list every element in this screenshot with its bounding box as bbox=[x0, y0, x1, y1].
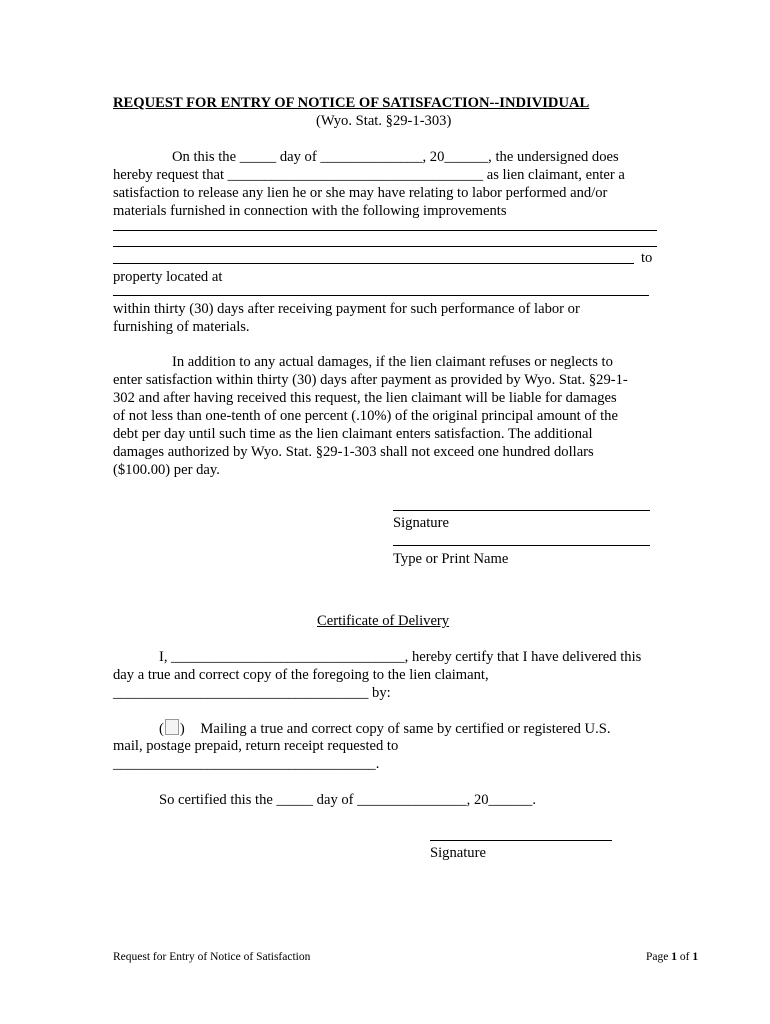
damages-line-4: of not less than one-tenth of one percent (.10%) of the original principal amount of the bbox=[113, 408, 618, 424]
within-line-2: furnishing of materials. bbox=[113, 319, 250, 335]
damages-line-1: In addition to any actual damages, if the lien claimant refuses or neglects to bbox=[172, 354, 613, 370]
so-certified-line: So certified this the _____ day of _______________, 20______. bbox=[159, 792, 536, 808]
page-of: of bbox=[679, 951, 690, 963]
print-name-line bbox=[393, 545, 650, 546]
property-located-label: property located at bbox=[113, 269, 223, 285]
request-line-3: satisfaction to release any lien he or she may have relating to labor performed and/or bbox=[113, 185, 608, 201]
request-line-2: hereby request that ___________________________________ as lien claimant, enter a bbox=[113, 167, 625, 183]
to-word: to bbox=[641, 250, 653, 266]
request-line-1: On this the _____ day of ______________, 20______, the undersigned does bbox=[172, 149, 619, 165]
property-blank bbox=[113, 295, 649, 296]
page-current: 1 bbox=[671, 951, 677, 963]
within-line-1: within thirty (30) days after receiving payment for such performance of labor or bbox=[113, 301, 580, 317]
page-number bbox=[646, 948, 698, 966]
mailing-line-3: ____________________________________. bbox=[113, 756, 380, 772]
improvements-blank-3 bbox=[113, 263, 634, 264]
page-total: 1 bbox=[692, 951, 699, 963]
certificate-line-3: ___________________________________ by: bbox=[113, 685, 391, 701]
certificate-signature-line bbox=[430, 840, 612, 841]
certificate-heading: Certificate of Delivery bbox=[317, 613, 450, 629]
mailing-paren-open: ( bbox=[159, 721, 164, 737]
certificate-line-1: I, ________________________________, hereby certify that I have delivered this bbox=[159, 649, 642, 665]
signature-label: Signature bbox=[393, 515, 449, 531]
document-title: REQUEST FOR ENTRY OF NOTICE OF SATISFACTION--INDIVIDUAL bbox=[113, 95, 590, 111]
damages-line-3: 302 and after having received this request, the lien claimant will be liable for damages bbox=[113, 390, 617, 406]
damages-line-6: damages authorized by Wyo. Stat. §29-1-303 shall not exceed one hundred dollars bbox=[113, 444, 594, 460]
certificate-signature-label: Signature bbox=[430, 845, 486, 861]
improvements-blank-2 bbox=[113, 246, 657, 247]
improvements-blank-1 bbox=[113, 230, 657, 231]
mailing-checkbox[interactable] bbox=[165, 719, 179, 735]
damages-line-2: enter satisfaction within thirty (30) days after payment as provided by Wyo. Stat. §29-1- bbox=[113, 372, 628, 388]
request-line-4: materials furnished in connection with the following improvements bbox=[113, 203, 507, 219]
print-name-label: Type or Print Name bbox=[393, 551, 509, 567]
mailing-text: Mailing a true and correct copy of same by certified or registered U.S. bbox=[200, 721, 611, 737]
mailing-line-2: mail, postage prepaid, return receipt requested to bbox=[113, 738, 399, 754]
certificate-line-2: day a true and correct copy of the foregoing to the lien claimant, bbox=[113, 667, 489, 683]
mailing-option bbox=[159, 719, 611, 738]
signature-line bbox=[393, 510, 650, 511]
damages-line-5: debt per day until such time as the lien claimant enters satisfaction. The additional bbox=[113, 426, 593, 442]
page-prefix: Page bbox=[646, 951, 669, 963]
damages-line-7: ($100.00) per day. bbox=[113, 462, 220, 478]
statute-reference: (Wyo. Stat. §29-1-303) bbox=[316, 113, 452, 129]
footer-title: Request for Entry of Notice of Satisfaction bbox=[113, 951, 311, 963]
mailing-paren-close: ) bbox=[179, 721, 185, 737]
